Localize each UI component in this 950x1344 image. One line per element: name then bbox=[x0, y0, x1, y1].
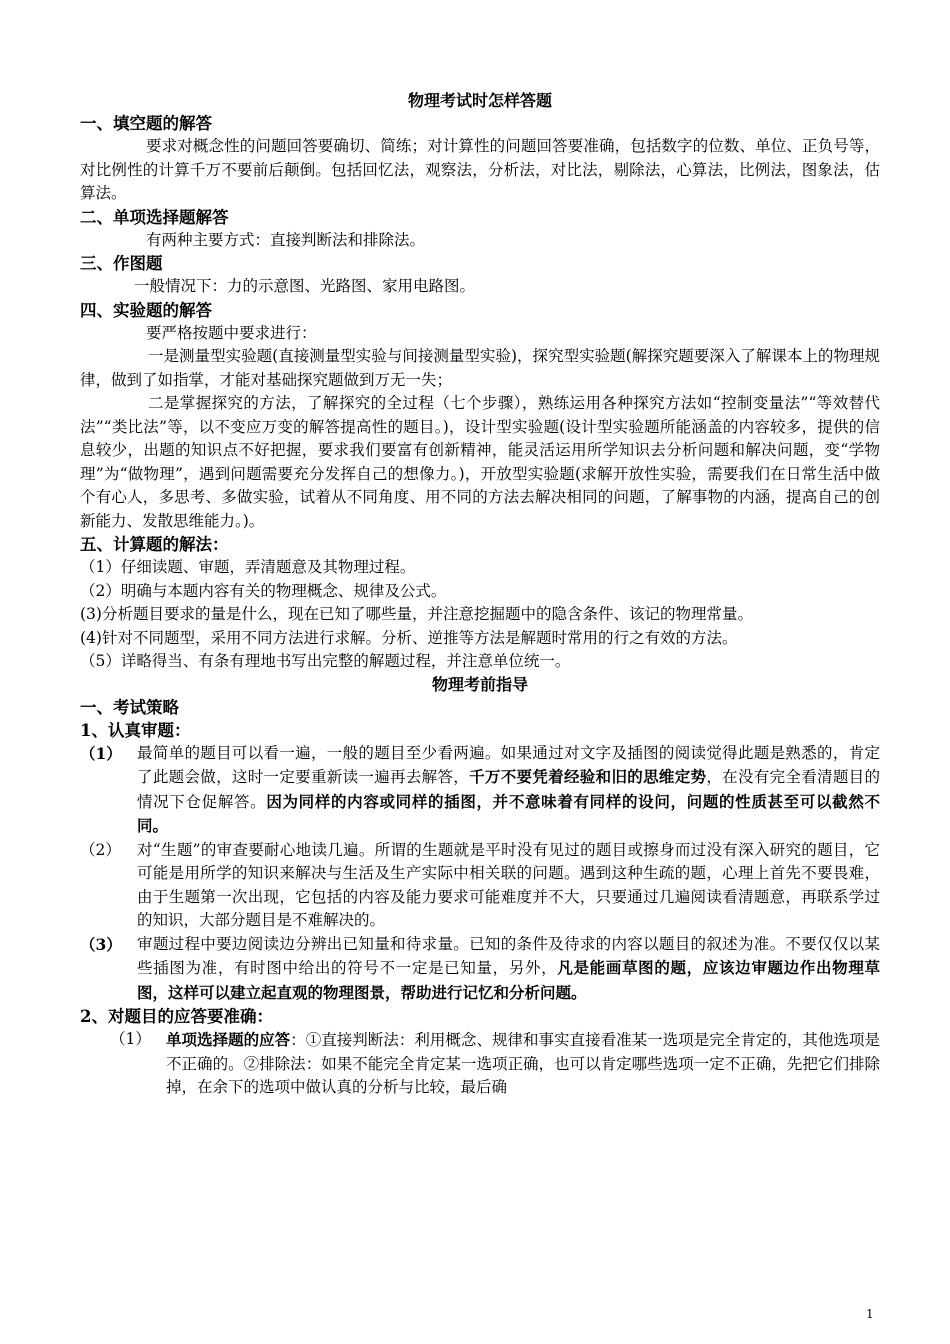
item-text-part: ，在没有完全看清题目的情况下仓促解答。 bbox=[137, 768, 880, 811]
list-item bbox=[80, 933, 880, 1006]
section-body-single-choice: 有两种主要方式：直接判断法和排除法。 bbox=[146, 230, 426, 249]
item-text bbox=[166, 1028, 880, 1100]
item-number: （1） bbox=[110, 1030, 151, 1048]
item-text-bold: 因为同样的内容或同样的插图，并不意味着有同样的设问，问题的性质甚至可以截然不同。 bbox=[137, 791, 880, 835]
list-item bbox=[80, 839, 880, 933]
second-title: 物理考前指导 bbox=[431, 674, 528, 694]
item-text: 对“生题”的审查要耐心地读几遍。所谓的生题就是平时没有见过的题目或擦身而过没有深入研究的题目，它可能是用所学的知识来解决与生活及生产实际中相关联的问题。遇到这种生疏的题，心理上首先不要畏难，由于生题第一次出现，它包括的内容及能力要求可能难度并不大，只要通过几遍阅读看清题意，再联系学过的知识，大部分题目是不难解决的。 bbox=[137, 840, 880, 929]
item-text-part: 审题过程中要边阅读边分辨出已知量和待求量。已知的条件及待求的内容以题目的叙述为准。不要仅仅以某些插图为准，有时图中给出的符号不一定是已知量，另外， bbox=[137, 934, 880, 977]
document-page bbox=[80, 90, 880, 1100]
item-text bbox=[137, 742, 880, 839]
section-body-fill-blank: 要求对概念性的问题回答要确切、简练；对计算性的问题回答要准确，包括数字的位数、单位、正负号等，对比例性的计算千万不要前后颠倒。包括回忆法，观察法，分析法，对比法，剔除法，心算法，比例法，图象法，估算法。 bbox=[80, 137, 880, 202]
calculation-step-3: (3)分析题目要求的量是什么，现在已知了哪些量，并注意挖掘题中的隐含条件、该记的物理常量。 bbox=[80, 605, 753, 623]
calculation-step-2: （2）明确与本题内容有关的物理概念、规律及公式。 bbox=[80, 581, 447, 600]
section-heading-drawing: 三、作图题 bbox=[80, 254, 163, 273]
list-item bbox=[80, 1028, 880, 1100]
item-number: （2） bbox=[80, 840, 121, 859]
item-text-part: ：①直接判断法：利用概念、规律和事实直接看准某一选项是完全肯定的，其他选项是不正确的。②排除法：如果不能完全肯定某一选项正确，也可以肯定哪些选项一定不正确，先把它们排除掉，在余下的选项中做认真的分析与比较，最后确 bbox=[166, 1031, 880, 1096]
experiment-paragraph-1: 要严格按题中要求进行： bbox=[146, 323, 317, 342]
experiment-paragraph-3: 二是掌握探究的方法，了解探究的全过程（七个步骤），熟练运用各种探究方法如“控制变量法”“等效替代法”“类比法”等，以不变应万变的解答提高性的题目。)，设计型实验题(设计型实验题所能涵盖的内容较多，提供的信息较少，出题的知识点不好把握，要求我们要富有创新精神，能灵活运用所学知识去分析问题和解决问题，变“学物理”为“做物理”，遇到问题需要充分发挥自己的想像力。)，开放型实验题(求解开放性实验，需要我们在日常生活中做个有心人，多思考、多做实验，试着从不同角度、用不同的方法去解决相同的问题，了解事物的内涵，提高自己的创新能力、发散思维能力。)。 bbox=[80, 394, 880, 530]
section-heading-strategy: 一、考试策略 bbox=[80, 697, 179, 717]
subheading-answer-accurately: 2、对题目的应答要准确： bbox=[80, 1007, 273, 1026]
subheading-read-carefully: 1、认真审题： bbox=[80, 720, 191, 740]
item-text bbox=[137, 933, 880, 1006]
experiment-paragraph-2: 一是测量型实验题(直接测量型实验与间接测量型实验)，探究型实验题(解探究题要深入了解课本上的物理规律，做到了如指掌，才能对基础探究题做到万无一失； bbox=[80, 347, 880, 389]
page-number: 1 bbox=[866, 1307, 874, 1321]
list-item bbox=[80, 742, 880, 839]
section-body-drawing: 一般情况下：力的示意图、光路图、家用电路图。 bbox=[134, 277, 476, 295]
item-number: （1） bbox=[80, 743, 122, 763]
section-heading-fill-blank: 一、填空题的解答 bbox=[80, 114, 212, 133]
calculation-step-1: （1）仔细读题、审题，弄清题意及其物理过程。 bbox=[80, 558, 416, 576]
item-text-bold: 凡是能画草图的题，应该边审题边作出物理草图，这样可以建立起直观的物理图景，帮助进行记忆和分析问题。 bbox=[137, 958, 880, 1002]
section-heading-single-choice: 二、单项选择题解答 bbox=[80, 207, 229, 227]
item-number: （3） bbox=[80, 934, 122, 954]
item-text-bold: 千万不要凭着经验和旧的思维定势 bbox=[469, 767, 707, 786]
calculation-step-5: （5）详略得当、有条有理地书写出完整的解题过程，并注意单位统一。 bbox=[80, 652, 571, 670]
item-text-part: 最简单的题目可以看一遍，一般的题目至少看两遍。如果通过对文字及插图的阅读觉得此题是熟悉的，肯定了此题会做，这时一定要重新读一遍再去解答， bbox=[137, 743, 880, 786]
document-title: 物理考试时怎样答题 bbox=[407, 91, 552, 110]
calculation-step-4: (4)针对不同题型，采用不同方法进行求解。分析、逆推等方法是解题时常用的行之有效的方法。 bbox=[80, 628, 738, 647]
section-heading-experiment: 四、实验题的解答 bbox=[80, 300, 212, 320]
item-text-bold: 单项选择题的应答 bbox=[166, 1030, 291, 1049]
section-heading-calculation: 五、计算题的解法： bbox=[80, 535, 229, 554]
